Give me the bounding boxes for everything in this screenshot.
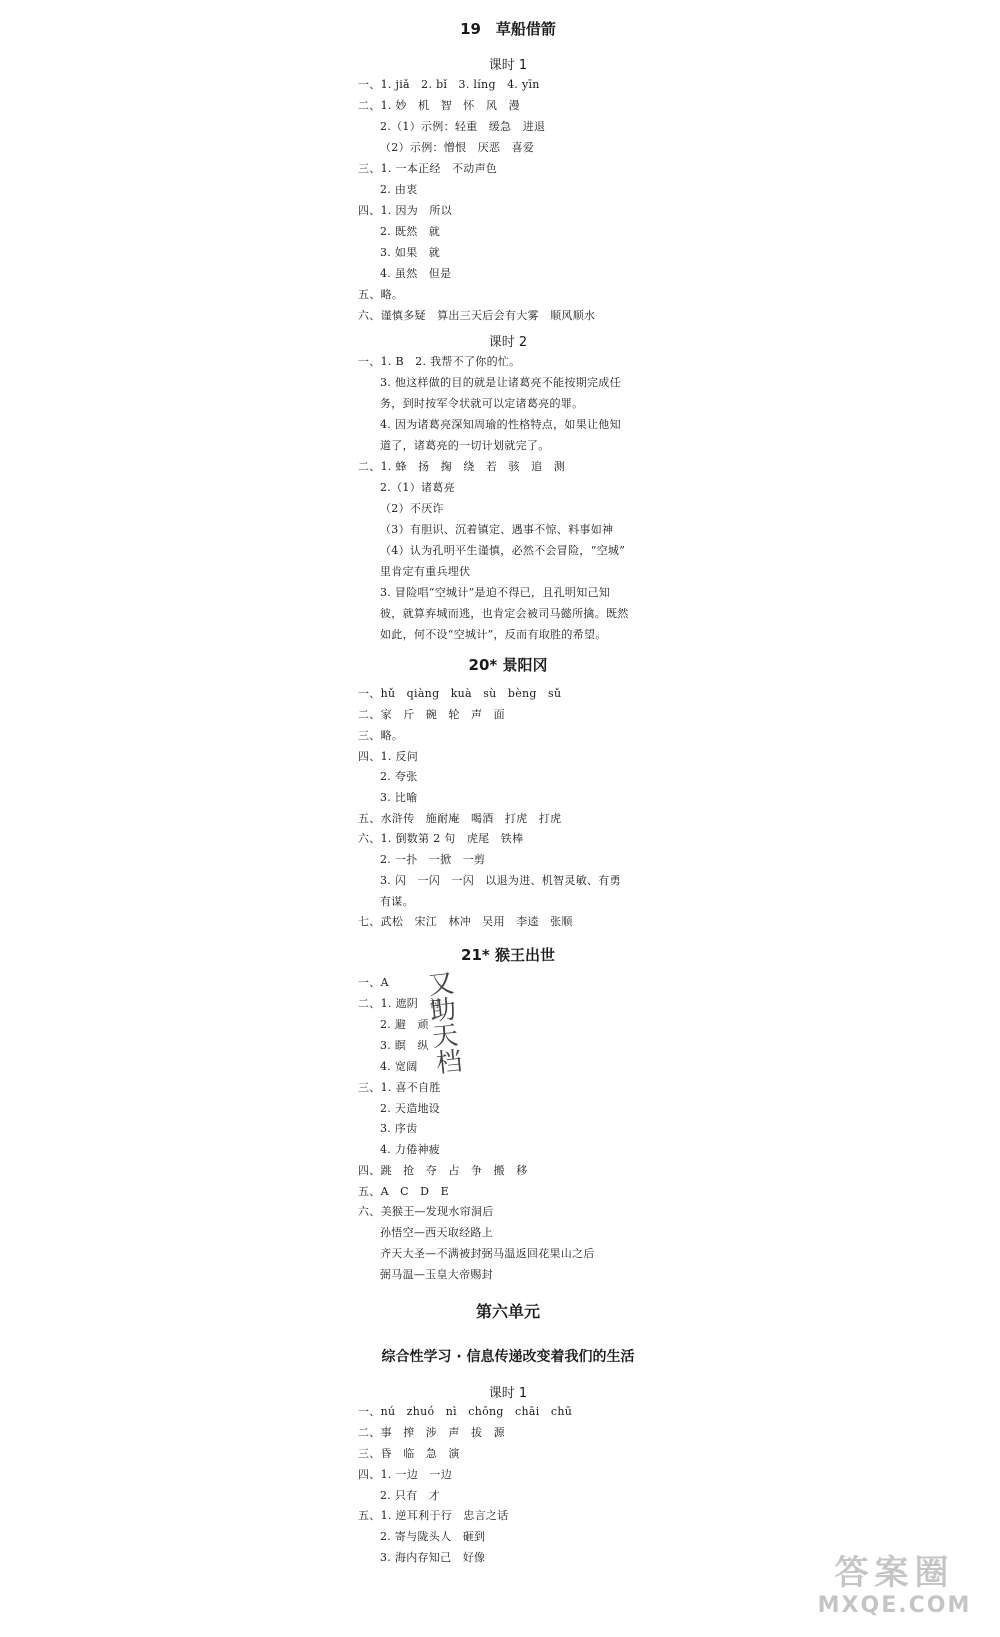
answer-line: 一、A bbox=[358, 976, 389, 989]
answer-line: 务，到时按军令状就可以定诸葛亮的罪。 bbox=[380, 397, 584, 410]
answer-line: （4）认为孔明平生谨慎，必然不会冒险，“空城” bbox=[380, 544, 626, 557]
answer-line: 3. 比喻 bbox=[380, 791, 418, 804]
answer-line: 三、1. 一本正经 不动声色 bbox=[358, 162, 498, 175]
answer-line: （3）有胆识、沉着镇定、遇事不惊、料事如神 bbox=[380, 523, 614, 536]
unit-6-subtitle: 综合性学习 · 信息传递改变着我们的生活 bbox=[381, 1349, 635, 1365]
answer-line: 3. 序齿 bbox=[380, 1122, 418, 1135]
answer-line: 4. 力倦神疲 bbox=[380, 1143, 441, 1156]
answer-line: 2. 天造地设 bbox=[380, 1102, 441, 1115]
answer-line: 三、昏 临 急 演 bbox=[358, 1447, 460, 1460]
answer-line: 2.（1）示例：轻重 缓急 进退 bbox=[380, 120, 546, 133]
answer-line: 五、略。 bbox=[358, 288, 404, 301]
answer-line: 四、1. 因为 所以 bbox=[358, 204, 452, 217]
answer-line: 齐天大圣—不满被封弼马温返回花果山之后 bbox=[380, 1247, 595, 1260]
answer-line: （2）示例：憎恨 厌恶 喜爱 bbox=[380, 141, 535, 154]
answer-line: 有谋。 bbox=[380, 895, 414, 908]
answer-line: 2. 由衷 bbox=[380, 183, 418, 196]
answer-line: 2. 既然 就 bbox=[380, 225, 441, 238]
handwritten-note: 天 bbox=[430, 1020, 460, 1054]
answer-line: 四、跳 抢 夺 占 争 搬 移 bbox=[358, 1164, 528, 1177]
answer-line: 二、1. 遮阴 衬 bbox=[358, 997, 441, 1010]
answer-line: 3. 瞑 纵 bbox=[380, 1039, 429, 1052]
answer-line: 一、hǔ qiàng kuà sù bèng sǔ bbox=[358, 687, 562, 700]
handwritten-note: 助 bbox=[428, 994, 458, 1028]
lesson-19-period-1-heading: 课时 1 bbox=[488, 58, 528, 73]
answer-line: 三、1. 喜不自胜 bbox=[358, 1081, 441, 1094]
handwritten-note: 档 bbox=[434, 1046, 464, 1080]
answer-line: 3. 他这样做的目的就是让诸葛亮不能按期完成任 bbox=[380, 376, 621, 389]
answer-line: 二、事 搾 涉 声 拔 源 bbox=[358, 1426, 505, 1439]
answer-line: 彼，就算弃城而逃，也肯定会被司马懿所擒。既然 bbox=[380, 607, 629, 620]
answer-line: 2. 只有 才 bbox=[380, 1489, 441, 1502]
answer-line: 二、家 斤 碗 轮 声 面 bbox=[358, 708, 505, 721]
lesson-20-title: 20* 景阳冈 bbox=[468, 656, 548, 674]
answer-line: 如此，何不设“空城计”，反而有取胜的希望。 bbox=[380, 628, 607, 641]
answer-line: （2）不厌诈 bbox=[380, 502, 444, 515]
lesson-19-title: 19 草船借箭 bbox=[460, 20, 556, 38]
answer-line: 五、水浒传 施耐庵 喝酒 打虎 打虎 bbox=[358, 812, 562, 825]
answer-line: 3. 闪 一闪 一闪 以退为进、机智灵敏、有勇 bbox=[380, 874, 621, 887]
answer-line: 4. 宽阔 bbox=[380, 1060, 418, 1073]
answer-line: 3. 如果 就 bbox=[380, 246, 441, 259]
answer-line: 四、1. 反问 bbox=[358, 750, 419, 763]
answer-line: 一、1. jiǎ 2. bǐ 3. líng 4. yīn bbox=[358, 78, 540, 91]
answer-line: 五、1. 逆耳利于行 忠言之话 bbox=[358, 1509, 509, 1522]
answer-line: 3. 冒险唱“空城计”是迫不得已，且孔明知己知 bbox=[380, 586, 611, 599]
answer-line: 2. 夸张 bbox=[380, 770, 418, 783]
answer-line: 一、1. B 2. 我帮不了你的忙。 bbox=[358, 355, 521, 368]
answer-line: 2. 一扑 一掀 一剪 bbox=[380, 853, 486, 866]
lesson-21-title: 21* 猴王出世 bbox=[461, 946, 555, 964]
answer-line: 里肯定有重兵埋伏 bbox=[380, 565, 471, 578]
watermark-domain: MXQE.COM bbox=[817, 1593, 972, 1618]
answer-line: 六、1. 倒数第 2 句 虎尾 铁棒 bbox=[358, 832, 524, 845]
answer-line: 4. 因为诸葛亮深知周瑜的性格特点，如果让他知 bbox=[380, 418, 621, 431]
answer-line: 二、1. 蜂 扬 掬 绕 若 骇 追 测 bbox=[358, 460, 565, 473]
answer-line: 3. 海内存知己 好像 bbox=[380, 1551, 486, 1564]
answer-line: 弼马温—玉皇大帝赐封 bbox=[380, 1268, 493, 1281]
answer-line: 四、1. 一边 一边 bbox=[358, 1468, 452, 1481]
answer-line: 2.（1）诸葛亮 bbox=[380, 481, 455, 494]
answer-line: 三、略。 bbox=[358, 729, 404, 742]
answer-line: 七、武松 宋江 林冲 吴用 李逵 张顺 bbox=[358, 915, 573, 928]
lesson-19-period-2-heading: 课时 2 bbox=[488, 335, 528, 350]
watermark-logo-text: 答案圈 bbox=[834, 1553, 955, 1593]
handwritten-note: 又 bbox=[426, 968, 456, 1002]
answer-line: 一、nú zhuó nì chōng chāi chū bbox=[358, 1405, 573, 1418]
answer-line: 六、美猴王—发现水帘洞后 bbox=[358, 1205, 494, 1218]
answer-line: 2. 寄与陇头人 砸到 bbox=[380, 1530, 486, 1543]
site-watermark bbox=[807, 1553, 982, 1623]
unit-6-title: 第六单元 bbox=[475, 1302, 540, 1321]
answer-line: 道了，诸葛亮的一切计划就完了。 bbox=[380, 439, 550, 452]
answer-line: 4. 虽然 但是 bbox=[380, 267, 452, 280]
answer-line: 2. 避 顽 bbox=[380, 1018, 429, 1031]
answer-line: 孙悟空—西天取经路上 bbox=[380, 1226, 493, 1239]
answer-line: 二、1. 妙 机 智 怀 风 漫 bbox=[358, 99, 520, 112]
answer-line: 五、A C D E bbox=[358, 1185, 449, 1198]
answer-line: 六、谨慎多疑 算出三天后会有大雾 顺风顺水 bbox=[358, 309, 596, 322]
unit-6-period-1-heading: 课时 1 bbox=[488, 1386, 528, 1401]
